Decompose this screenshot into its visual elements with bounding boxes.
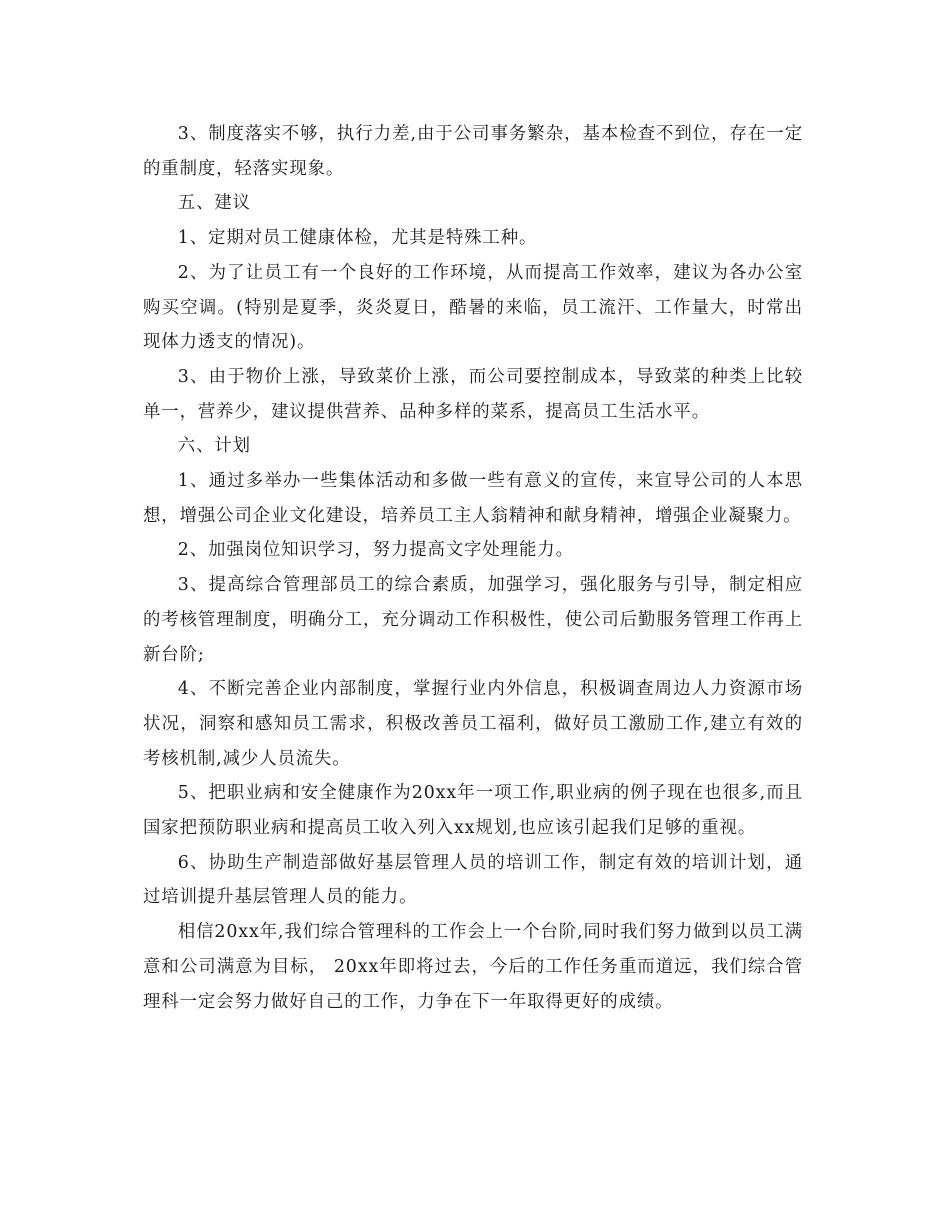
section-heading-plan: 六、计划 [177,436,251,457]
suggestion-item-1: 1、定期对员工健康体检，尤其是特殊工种。 [177,228,538,249]
section-heading-suggestions: 五、建议 [177,193,251,214]
suggestion-item-3: 3、由于物价上涨，导致菜价上涨，而公司要控制成本，导致菜的种类上比较单一，营养少，建议提供营养、品种多样的菜系，提高员工生活水平。 [143,366,803,422]
suggestion-item-2: 2、为了让员工有一个良好的工作环境，从而提高工作效率，建议为各办公室购买空调。(特别是夏季，炎炎夏日，酷暑的来临，员工流汗、工作量大，时常出现体力透支的情况)。 [143,262,803,353]
plan-item-5: 5、把职业病和安全健康作为20xx年一项工作,职业病的例子现在也很多,而且国家把预防职业病和提高员工收入列入xx规划,也应该引起我们足够的重视。 [143,783,803,839]
plan-item-4: 4、不断完善企业内部制度，掌握行业内外信息，积极调查周边人力资源市场状况，洞察和感知员工需求，积极改善员工福利，做好员工激励工作,建立有效的考核机制,减少人员流失。 [143,679,803,769]
plan-item-1: 1、通过多举办一些集体活动和多做一些有意义的宣传，来宣导公司的人本思想，增强公司企业文化建设，培养员工主人翁精神和献身精神，增强企业凝聚力。 [143,471,803,526]
document-body [143,117,803,1019]
paragraph-item-3-execution: 3、制度落实不够，执行力差,由于公司事务繁杂，基本检查不到位，存在一定的重制度，轻落实现象。 [143,124,803,179]
closing-paragraph: 相信20xx年,我们综合管理科的工作会上一个台阶,同时我们努力做到以员工满意和公司满意为目标， 20xx年即将过去，今后的工作任务重而道远，我们综合管理科一定会努力做好自己的工作，力争在下一年取得更好的成绩。 [143,922,804,1012]
plan-item-6: 6、协助生产制造部做好基层管理人员的培训工作，制定有效的培训计划，通过培训提升基层管理人员的能力。 [143,852,803,908]
plan-item-3: 3、提高综合管理部员工的综合素质，加强学习，强化服务与引导，制定相应的考核管理制度，明确分工，充分调动工作积极性，使公司后勤服务管理工作再上新台阶; [143,575,803,665]
plan-item-2: 2、加强岗位知识学习，努力提高文字处理能力。 [177,540,574,561]
